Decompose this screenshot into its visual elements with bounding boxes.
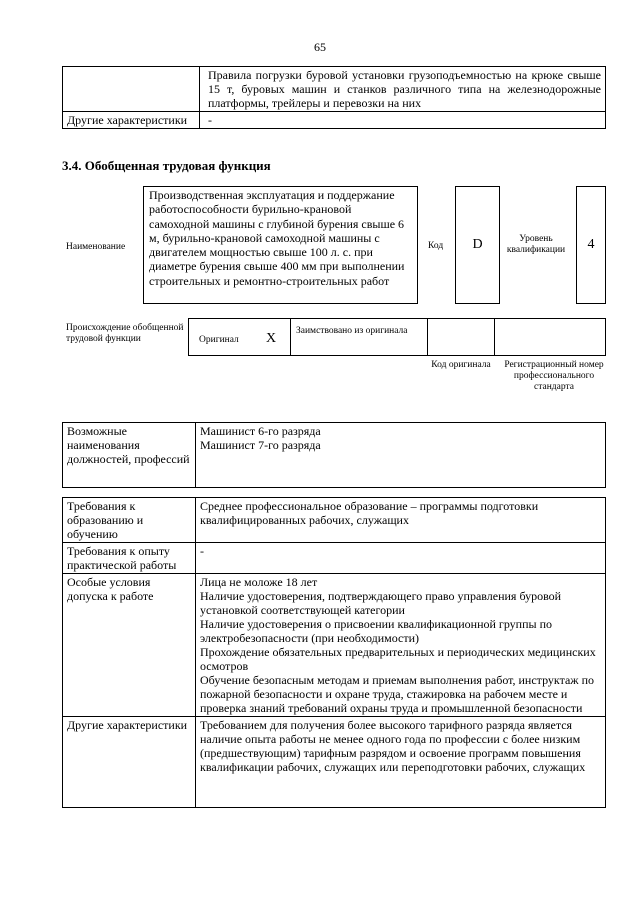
table-cell-value: -: [200, 112, 606, 129]
positions-values: [196, 423, 606, 488]
req-value: [196, 574, 606, 717]
original-label: Оригинал: [199, 335, 239, 345]
reg-caption: Регистрационный номер профессионального стандарта: [504, 360, 604, 392]
original-mark: X: [266, 331, 277, 346]
table-cell-label: Другие характеристики: [63, 112, 200, 129]
code-value-box: [455, 186, 500, 304]
position-item: Машинист 6-го разряда: [200, 424, 321, 438]
req-line: Требованием для получения более высокого тарифного разряда является наличие опыта работы не менее одного года по профессии с более низким (предшествующим) тарифным разрядом и освоение программ повышения квалификации рабочих, служащих или переподготовки рабочих, служащих: [200, 718, 586, 774]
divider: [290, 318, 291, 356]
function-name-box: [143, 186, 418, 304]
req-label: Требования к образованию и обучению: [63, 498, 196, 543]
positions-label: Возможные наименования должностей, профессий: [63, 423, 196, 488]
requirements-table: [62, 497, 606, 808]
level-value-box: [576, 186, 606, 304]
req-line: Наличие удостоверения о присвоении квалификационной группы по электробезопасности (при необходимости): [200, 617, 553, 645]
section-title: 3.4. Обобщенная трудовая функция: [62, 158, 271, 173]
req-label: Другие характеристики: [63, 717, 196, 808]
code-caption: Код оригинала: [431, 360, 491, 370]
req-line: -: [200, 544, 204, 558]
table-row: [63, 112, 606, 129]
code-value: D: [472, 237, 483, 252]
table-cell-value: Правила погрузки буровой установки грузоподъемностью на крюке свыше 15 т, буровых машин и станков различного типа на железнодорожные платформы, трейлеры и перевозки на них: [200, 67, 606, 112]
origin-row: [188, 318, 606, 356]
req-line: Лица не моложе 18 лет: [200, 575, 318, 589]
divider: [494, 318, 495, 356]
table-row: [63, 717, 606, 808]
req-label: Особые условия допуска к работе: [63, 574, 196, 717]
position-item: Машинист 7-го разряда: [200, 438, 321, 452]
divider: [427, 318, 428, 356]
function-name-value: Производственная эксплуатация и поддержание работоспособности бурильно-крановой самоходной машины с глубиной бурения свыше 6 м, бурильно-крановой самоходной машины с двигателем мощностью свыше 100 л. с. при диаметре бурения свыше 400 мм при выполнении строительных и ремонтно-строительных работ: [149, 188, 405, 288]
req-line: Обучение безопасным методам и приемам выполнения работ, инструктаж по пожарной безопасности и охране труда, стажировка на рабочем месте и проверка знаний требований охраны труда и промышленной безопасности: [200, 673, 595, 715]
table-row: [63, 574, 606, 717]
table-cell-label: [63, 67, 200, 112]
table-row: [63, 423, 606, 488]
req-value: [196, 498, 606, 543]
code-label: Код: [428, 241, 444, 251]
req-line: Наличие удостоверения, подтверждающего право управления буровой установкой соответствующей категории: [200, 589, 562, 617]
name-label: Наименование: [66, 242, 126, 252]
table-row: [63, 67, 606, 112]
page-number: 65: [314, 40, 326, 54]
top-table: [62, 66, 606, 129]
req-label: Требования к опыту практической работы: [63, 543, 196, 574]
positions-table: [62, 422, 606, 488]
level-label: Уровень квалификации: [506, 234, 566, 255]
req-line: Среднее профессиональное образование – программы подготовки квалифицированных рабочих, служащих: [200, 499, 539, 527]
req-value: [196, 717, 606, 808]
origin-label: Происхождение обобщенной трудовой функции: [66, 323, 184, 344]
table-row: [63, 498, 606, 543]
borrowed-label: Заимствовано из оригинала: [296, 326, 408, 336]
table-row: [63, 543, 606, 574]
req-line: Прохождение обязательных предварительных и периодических медицинских осмотров: [200, 645, 596, 673]
level-value: 4: [587, 237, 595, 252]
req-value: [196, 543, 606, 574]
